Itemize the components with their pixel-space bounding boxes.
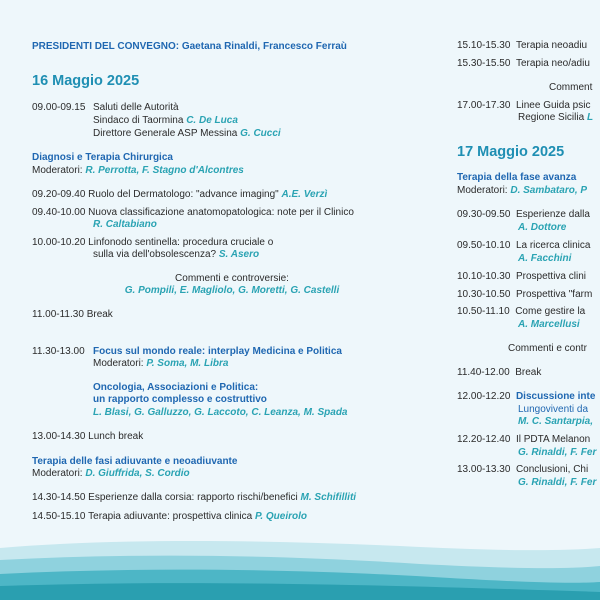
talk-row: 14.30-14.50 Esperienze dalla corsia: rapporto rischi/benefici M. Schifilliti xyxy=(32,492,357,503)
section-title: Terapia delle fasi adiuvante e neoadiuvante xyxy=(32,456,238,467)
session-title: Saluti delle Autorità xyxy=(93,102,179,113)
session-line: Sindaco di Taormina C. De Luca xyxy=(93,115,238,126)
speaker-name: A. Facchini xyxy=(518,253,572,264)
speaker-names: G. Rinaldi, F. Fer xyxy=(518,477,597,488)
talk-subtitle: Lungoviventi da xyxy=(518,404,589,415)
moderators: Moderatori: R. Perrotta, F. Stagno d'Alcontres xyxy=(32,165,244,176)
decorative-wave xyxy=(0,530,600,600)
presidenti-line: PRESIDENTI DEL CONVEGNO: Gaetana Rinaldi, Francesco Ferraù xyxy=(32,41,347,52)
session-line: Direttore Generale ASP Messina G. Cucci xyxy=(93,128,281,139)
talk-row: 09.40-10.00 Nuova classificazione anatomopatologica: note per il Clinico xyxy=(32,207,354,218)
speaker-names: L. Blasi, G. Galluzzo, G. Laccoto, C. Leanza, M. Spada xyxy=(93,407,348,418)
section-title: Terapia della fase avanza xyxy=(457,172,577,183)
speaker-name: A. Dottore xyxy=(518,222,567,233)
focus-subtitle: Oncologia, Associazioni e Politica: xyxy=(93,382,259,393)
talk-row: 15.10-15.30 Terapia neoadiu xyxy=(457,40,588,51)
session-time: 09.00-09.15 xyxy=(32,102,86,113)
talk-row: 10.30-10.50 Prospettiva "farm xyxy=(457,289,593,300)
talk-row: 14.50-15.10 Terapia adiuvante: prospettiva clinica P. Queirolo xyxy=(32,511,307,522)
speaker-name: A. Marcellusi xyxy=(518,319,580,330)
talk-row: 15.30-15.50 Terapia neo/adiu xyxy=(457,58,590,69)
speaker-name: C. De Luca xyxy=(186,115,238,126)
break-row: 11.40-12.00 Break xyxy=(457,367,542,378)
talk-row: 13.00-13.30 Conclusioni, Chi xyxy=(457,464,589,475)
day2-date: 17 Maggio 2025 xyxy=(457,144,565,160)
talk-row: 09.50-10.10 La ricerca clinica xyxy=(457,240,591,251)
talk-row-cont: Regione Sicilia L xyxy=(518,112,594,123)
talk-row: 10.00-10.20 Linfonodo sentinella: procedura cruciale o xyxy=(32,237,274,248)
talk-row-cont: sulla via dell'obsolescenza? S. Asero xyxy=(93,249,260,260)
focus-time: 11.30-13.00 xyxy=(32,346,85,357)
speaker-names: M. C. Santarpia, xyxy=(518,416,594,427)
talk-row: 17.00-17.30 Linee Guida psic xyxy=(457,100,591,111)
speaker-names: G. Rinaldi, F. Fer xyxy=(518,447,597,458)
moderators: Moderatori: D. Sambataro, P xyxy=(457,185,588,196)
lunch-row: 13.00-14.30 Lunch break xyxy=(32,431,144,442)
talk-row: 12.20-12.40 Il PDTA Melanon xyxy=(457,434,591,445)
talk-row: 10.50-11.10 Come gestire la xyxy=(457,306,586,317)
break-row: 11.00-11.30 Break xyxy=(32,309,113,320)
talk-row: 12.00-12.20 Discussione inte xyxy=(457,391,596,402)
talk-row: 09.30-09.50 Esperienze dalla xyxy=(457,209,590,220)
day1-date: 16 Maggio 2025 xyxy=(32,73,140,89)
comments-label: Commenti e controversie: xyxy=(175,273,289,284)
speaker-name: R. Caltabiano xyxy=(93,219,157,230)
comments-label: Comment xyxy=(549,82,593,93)
focus-title: Focus sul mondo reale: interplay Medicina e Politica xyxy=(93,346,342,357)
speaker-name: G. Cucci xyxy=(240,128,281,139)
moderators: Moderatori: D. Giuffrida, S. Cordio xyxy=(32,468,190,479)
section-title: Diagnosi e Terapia Chirurgica xyxy=(32,152,173,163)
comments-names: G. Pompili, E. Magliolo, G. Moretti, G. Castelli xyxy=(124,285,340,296)
comments-label: Commenti e contr xyxy=(508,343,587,354)
focus-subtitle: un rapporto complesso e costruttivo xyxy=(93,394,267,405)
talk-row: 09.20-09.40 Ruolo del Dermatologo: "advance imaging" A.E. Verzì xyxy=(32,189,328,200)
moderators: Moderatori: P. Soma, M. Libra xyxy=(93,358,229,369)
talk-row: 10.10-10.30 Prospettiva clini xyxy=(457,271,586,282)
